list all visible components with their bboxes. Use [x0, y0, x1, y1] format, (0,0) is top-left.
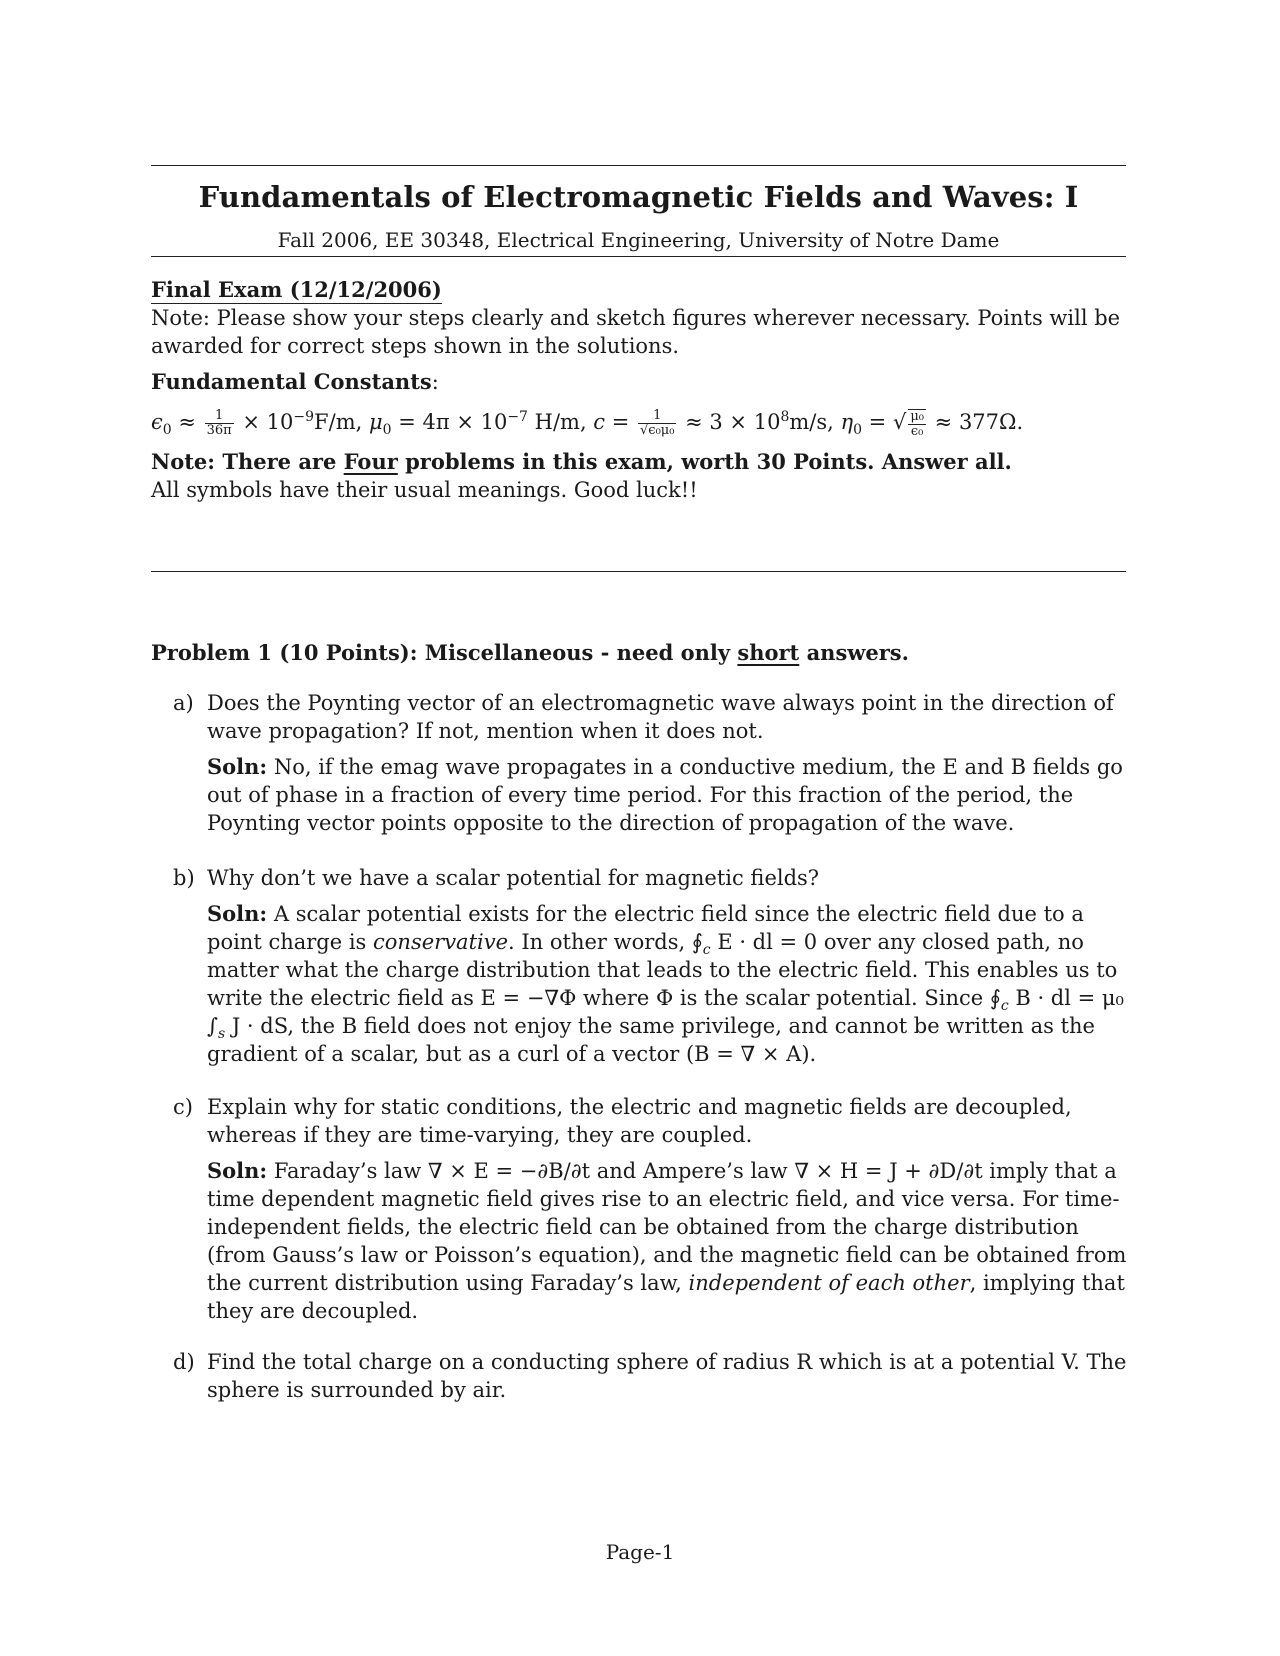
eps0-symbol: ϵ	[151, 410, 163, 434]
item-solution	[207, 753, 1128, 837]
constants-formula	[151, 404, 1126, 440]
mu0-subscript: 0	[382, 422, 392, 439]
item-label: d)	[173, 1350, 195, 1374]
document-subtitle: Fall 2006, EE 30348, Electrical Engineering, University of Notre Dame	[277, 228, 1000, 252]
soln-text-p2: . In other words, ∮	[508, 930, 703, 954]
soln-label: Soln:	[207, 1158, 268, 1183]
c-rest: ≈ 3 × 10	[678, 410, 781, 434]
exam-instructions	[151, 448, 1126, 504]
problem1-item-c	[173, 1093, 1128, 1325]
soln-sub-c1: c	[702, 942, 711, 959]
soln-conservative: conservative	[373, 930, 509, 954]
soln-text: No, if the emag wave propagates in a conductive medium, the E and B fields go out of phase in a fraction of every time period. For this fraction of the period, the Poynting vector points opposite to the direction of propagation of the wave.	[207, 755, 1123, 835]
note2-four: Four	[343, 449, 398, 474]
constants-label: Fundamental Constants	[151, 369, 432, 394]
soln-sub-s: s	[217, 1026, 226, 1043]
constants-colon: :	[431, 370, 439, 394]
eta0-symbol: η	[840, 410, 854, 434]
exam-note-line1: Note: Please show your steps clearly and sketch figures wherever necessary. Points will be	[151, 306, 1121, 330]
problem1-heading-short: short	[737, 640, 800, 665]
mu0-eq: = 4π × 10	[391, 410, 508, 434]
problem1-item-d	[173, 1348, 1128, 1404]
soln-text-p5: J · dS, the B field does not enjoy the same privilege, and cannot be written as the gradient of a scalar, but as a curl of a vector (B = ∇ × A).	[207, 1014, 1095, 1066]
item-label: a)	[173, 691, 194, 715]
problem1-heading	[151, 639, 1126, 667]
soln-text-p1: Faraday’s law ∇ × E = −∂B/∂t and Ampere’s law ∇ × H = J + ∂D/∂t imply that a time dependent magnetic field gives rise to an electric field, and vice versa. For time-independent fields, the electric field can be obtained from the charge distribution (from Gauss’s law or Poisson’s equation), and the magnetic field can be obtained from the current distribution using Faraday’s law,	[207, 1159, 1127, 1295]
problem1-item-a	[173, 689, 1128, 837]
soln-sub-c2: c	[1000, 998, 1009, 1015]
c-exponent: 8	[780, 409, 790, 425]
eps0-frac-num: 1	[205, 409, 234, 424]
document-title: Fundamentals of Electromagnetic Fields and Waves: I	[198, 180, 1079, 214]
soln-text-p2: , implying that they are decoupled.	[207, 1271, 1125, 1323]
eps0-rest: × 10	[235, 410, 294, 434]
eps0-fraction	[205, 409, 234, 438]
header-top-rule	[151, 165, 1126, 166]
item-question: Does the Poynting vector of an electromagnetic wave always point in the direction of wave propagation? If not, mention when it does not.	[207, 691, 1114, 743]
soln-label: Soln:	[207, 901, 268, 926]
eta0-rest: ≈ 377Ω.	[928, 410, 1024, 434]
soln-text-p3: E · dl = 0 over any closed path, no matter what the charge distribution that leads to the electric field. This enables us to write the electric field as E = −∇Φ where Φ is the scalar potential. Since ∮	[207, 930, 1118, 1010]
item-label: b)	[173, 866, 195, 890]
eps0-exponent: −9	[293, 409, 315, 425]
eta0-fraction	[908, 409, 926, 439]
item-question: Explain why for static conditions, the electric and magnetic fields are decoupled, whereas if they are time-varying, they are coupled.	[207, 1095, 1072, 1147]
c-unit: m/s,	[789, 410, 841, 434]
eps0-unit: F/m,	[314, 410, 369, 434]
problem1-item-b	[173, 864, 1128, 1068]
soln-text-p1: A scalar potential exists for the electric field since the electric field due to a point charge is	[207, 902, 1084, 954]
item-solution	[207, 1157, 1128, 1325]
exam-info	[151, 276, 1126, 360]
exam-heading: Final Exam (12/12/2006)	[151, 277, 442, 302]
mu0-symbol: μ	[368, 410, 383, 434]
c-fraction	[638, 409, 676, 438]
soln-label: Soln:	[207, 754, 268, 779]
item-question: Why don’t we have a scalar potential for magnetic fields?	[207, 866, 820, 890]
item-question: Find the total charge on a conducting sphere of radius R which is at a potential V. The sphere is surrounded by air.	[207, 1350, 1127, 1402]
eta0-frac-den: ϵ₀	[910, 423, 924, 439]
eta0-frac-num: μ₀	[910, 408, 924, 424]
c-symbol: c	[593, 410, 606, 434]
soln-text-p4: B · dl = μ₀ ∫	[207, 986, 1124, 1038]
problem1-heading-a: Problem 1 (10 Points): Miscellaneous - need only	[151, 640, 738, 665]
c-eq: =	[605, 410, 637, 434]
eta0-subscript: 0	[853, 422, 862, 439]
note2-part-b: problems in this exam, worth 30 Points. Answer all.	[397, 449, 1012, 474]
page-number: Page-1	[605, 1540, 675, 1564]
note3: All symbols have their usual meanings. Good luck!!	[151, 478, 698, 502]
eta0-eq: = √	[862, 410, 907, 434]
mu0-unit: H/m,	[527, 410, 594, 434]
constants-label-line	[151, 368, 1126, 396]
soln-italic: independent of each other	[688, 1271, 970, 1295]
problem1-heading-b: answers.	[799, 640, 909, 665]
mu0-exponent: −7	[507, 409, 528, 425]
item-label: c)	[173, 1095, 193, 1119]
eps0-approx: ≈	[171, 410, 203, 434]
header-bottom-rule	[151, 256, 1126, 257]
eps0-frac-den: 36π	[206, 423, 232, 438]
note2-part-a: Note: There are	[151, 449, 344, 474]
exam-note-line2: awarded for correct steps shown in the solutions.	[151, 334, 680, 358]
eps0-subscript: 0	[162, 422, 172, 439]
c-frac-den: √ϵ₀μ₀	[640, 423, 675, 438]
item-solution	[207, 900, 1128, 1068]
c-frac-num: 1	[638, 409, 676, 424]
section-divider	[151, 571, 1126, 572]
